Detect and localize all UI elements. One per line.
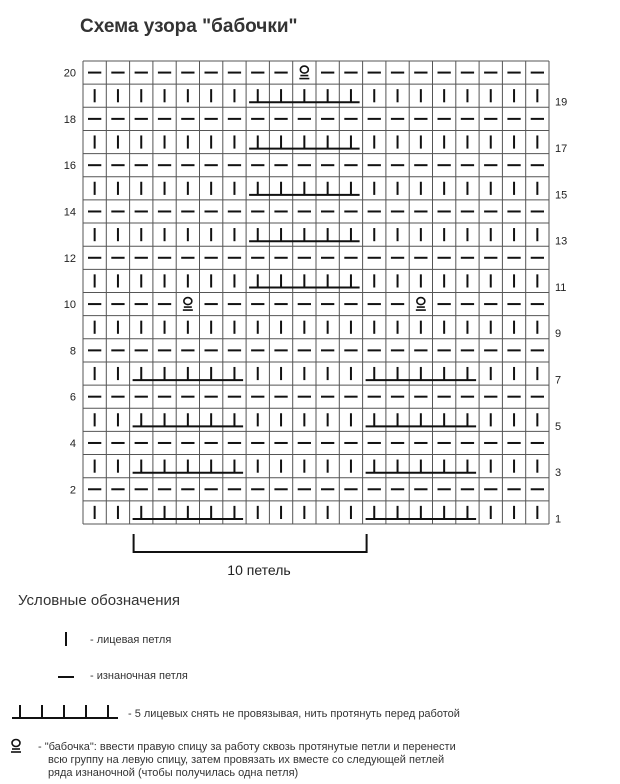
- row-number-left: 16: [63, 160, 76, 173]
- butterfly-symbol: [416, 298, 426, 311]
- row-number-left: 14: [63, 206, 76, 219]
- row-number-left: 8: [69, 345, 76, 358]
- legend-slip-symbol: [12, 705, 118, 718]
- row-number-left: 18: [63, 113, 76, 126]
- legend-knit-label: - лицевая петля: [90, 634, 172, 646]
- butterfly-loop: [417, 298, 425, 305]
- legend-butterfly-line-1: - "бабочка": ввести правую спицу за работу сквозь протянутые петли и перенести: [38, 741, 456, 753]
- butterfly-symbol: [183, 298, 193, 311]
- repeat-bracket-line: [134, 534, 367, 552]
- row-number-right: 19: [555, 96, 568, 109]
- row-number-right: 13: [555, 235, 568, 248]
- butterfly-symbol: [299, 66, 309, 79]
- row-number-left: 6: [69, 391, 76, 404]
- row-number-right: 7: [555, 374, 562, 387]
- butterfly-loop: [184, 298, 192, 305]
- row-number-right: 1: [555, 513, 562, 526]
- row-number-right: 9: [555, 328, 562, 341]
- row-number-left: 10: [63, 299, 76, 312]
- repeat-label: 10 петель: [227, 562, 291, 578]
- row-number-right: 5: [555, 420, 562, 433]
- legend-purl-label: - изнаночная петля: [90, 670, 188, 682]
- row-number-right: 3: [555, 467, 562, 480]
- row-number-right: 17: [555, 143, 568, 156]
- legend-butterfly-line-2: всю группу на левую спицу, затем провязать их вместе со следующей петлей: [48, 754, 445, 766]
- row-number-right: 11: [555, 281, 567, 294]
- legend-slip-label: - 5 лицевых снять не провязывая, нить протянуть перед работой: [128, 708, 460, 720]
- row-number-right: 15: [555, 189, 568, 202]
- repeat-bracket: [134, 534, 367, 552]
- row-number-left: 4: [69, 437, 76, 450]
- legend-butterfly-icon: [11, 740, 21, 753]
- row-number-left: 2: [69, 484, 76, 497]
- row-number-left: 12: [63, 252, 76, 265]
- legend-title: Условные обозначения: [18, 592, 181, 609]
- butterfly-loop: [300, 66, 308, 73]
- chart-title: Схема узора "бабочки": [80, 16, 298, 37]
- legend-butterfly-label: [38, 741, 538, 780]
- legend-butterfly-line-3: ряда изнаночной (чтобы получилась одна петля): [48, 767, 299, 779]
- chart-grid: [83, 61, 549, 524]
- row-number-left: 20: [63, 67, 76, 80]
